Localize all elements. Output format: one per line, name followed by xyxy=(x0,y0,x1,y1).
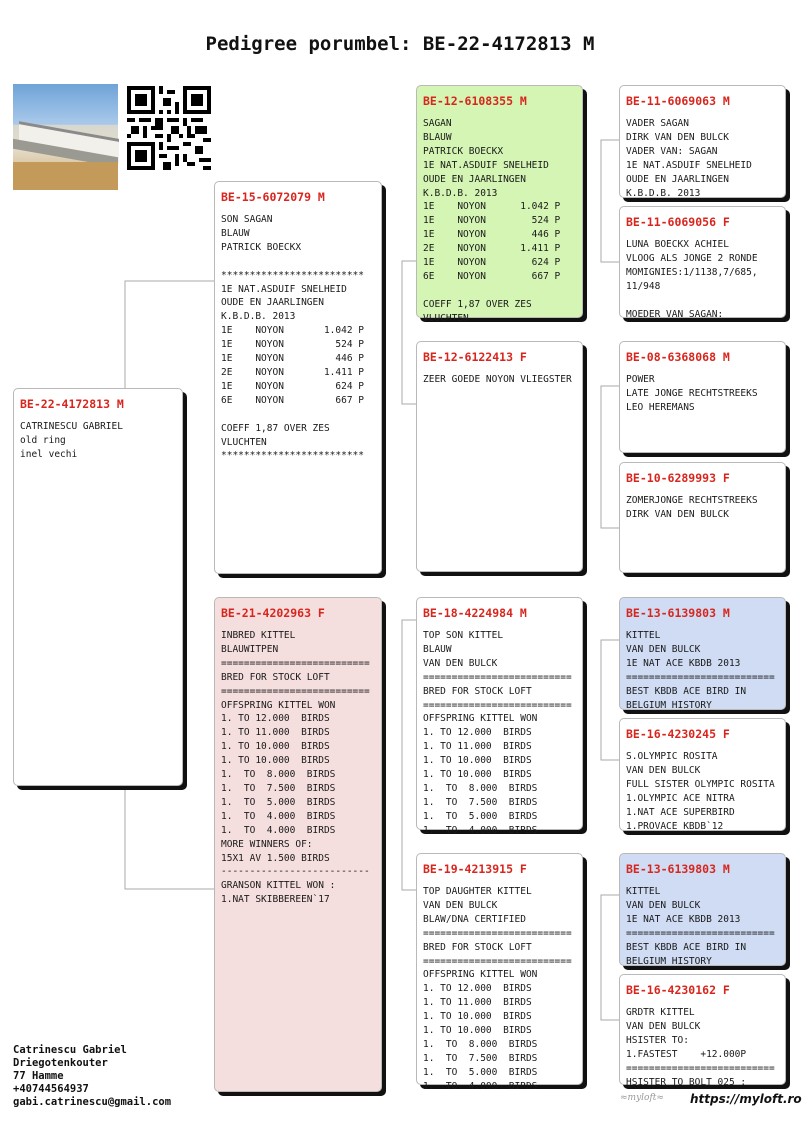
detail-line: DIRK VAN DEN BULCK xyxy=(626,508,729,520)
detail-line: K.B.D.B. 2013 xyxy=(423,187,498,199)
detail-line: TOP SON KITTEL xyxy=(423,630,504,641)
sire-sire-sire-card[interactable] xyxy=(619,85,786,198)
dam-sire-dam-ring-number: BE-16-4230245 F xyxy=(626,727,730,741)
detail-line: OFFSPRING KITTEL WON xyxy=(221,699,336,711)
detail-line: 1E NAT ACE KBDB 2013 xyxy=(626,913,741,925)
detail-line: BRED FOR STOCK LOFT xyxy=(423,685,532,697)
sire-dam-details xyxy=(423,373,582,387)
subject-card[interactable] xyxy=(13,388,183,786)
detail-line: 15X1 AV 1.500 BIRDS xyxy=(221,852,330,864)
sire-dam-dam-ring-number: BE-10-6289993 F xyxy=(626,471,730,485)
sire-dam-sire-card[interactable] xyxy=(619,341,786,453)
detail-line: 1.FASTEST +12.000P xyxy=(626,1048,747,1060)
dam-dam-sire-card[interactable] xyxy=(619,853,786,966)
detail-line: KITTEL xyxy=(626,886,661,897)
detail-line: OUDE EN JAARLINGEN xyxy=(626,173,729,185)
detail-line: ZOMERJONGE RECHTSTREEKS xyxy=(626,495,758,506)
detail-line: 2E NOYON 1.411 P xyxy=(221,366,364,378)
detail-line: LEO HEREMANS xyxy=(626,401,695,413)
detail-line: 1E NOYON 1.042 P xyxy=(423,201,561,213)
detail-line: 1. TO 5.000 BIRDS xyxy=(423,1066,538,1078)
detail-line: 1. TO 8.000 BIRDS xyxy=(221,769,336,781)
detail-line: 1. TO 4.000 BIRDS xyxy=(221,824,336,836)
detail-line: ========================== xyxy=(423,699,572,711)
detail-line: 1E NOYON 1.042 P xyxy=(221,325,364,337)
detail-line: VAN DEN BULCK xyxy=(626,764,701,776)
owner-email[interactable]: gabi.catrinescu@gmail.com xyxy=(13,1096,172,1108)
detail-line: HSISTER TO BOLT 025 : xyxy=(626,1076,747,1088)
detail-line: DIRK VAN DEN BULCK xyxy=(626,131,729,143)
page-title: Pedigree porumbel: BE-22-4172813 M xyxy=(205,33,595,55)
sire-dam-sire-ring-number: BE-08-6368068 M xyxy=(626,350,730,364)
detail-line: GRDTR KITTEL xyxy=(626,1007,695,1018)
dam-ring-number: BE-21-4202963 F xyxy=(221,606,325,620)
detail-line: 1. TO 10.000 BIRDS xyxy=(423,1025,532,1037)
detail-line: 1. TO 12.000 BIRDS xyxy=(221,713,330,725)
detail-line: OFFSPRING KITTEL WON xyxy=(423,713,538,725)
detail-line: PATRICK BOECKX xyxy=(221,241,302,253)
detail-line: 1.NAT SKIBBEREEN`17 xyxy=(221,894,330,906)
sire-sire-sire-ring-number: BE-11-6069063 M xyxy=(626,94,730,108)
detail-line: ========================== xyxy=(626,1062,775,1074)
detail-line: VAN DEN BULCK xyxy=(626,899,701,911)
detail-line: 1E NOYON 624 P xyxy=(423,257,561,269)
detail-line: 1.PROVACE KBDB`12 xyxy=(626,820,724,832)
detail-line: 1. TO 7.500 BIRDS xyxy=(221,782,336,794)
dam-dam-card[interactable] xyxy=(416,853,583,1092)
detail-line: BEST KBDB ACE BIRD IN xyxy=(626,685,747,697)
subject-details xyxy=(20,420,182,462)
detail-line: FULL SISTER OLYMPIC ROSITA xyxy=(626,778,775,790)
sire-dam-sire-details xyxy=(626,373,785,415)
detail-line: VLOOG ALS JONGE 2 RONDE xyxy=(626,252,758,264)
detail-line: KITTEL xyxy=(626,630,661,641)
detail-line: MOEDER VAN SAGAN: xyxy=(626,308,724,320)
sire-sire-sire-details xyxy=(626,117,785,200)
detail-line: 11/948 xyxy=(626,280,661,292)
dam-dam-ring-number: BE-19-4213915 F xyxy=(423,862,527,876)
detail-line: 1. TO 4.000 BIRDS xyxy=(423,824,538,836)
detail-line: MOMIGNIES:1/1138,7/685, xyxy=(626,266,758,278)
dam-card[interactable] xyxy=(214,597,382,1092)
detail-line: BLAUW xyxy=(423,643,452,655)
detail-line: ========================== xyxy=(626,671,775,683)
detail-line: BELGIUM HISTORY xyxy=(626,955,712,967)
dam-sire-dam-details xyxy=(626,750,785,833)
detail-line: COEFF 1,87 OVER ZES xyxy=(423,298,532,310)
detail-line: BLAW/DNA CERTIFIED xyxy=(423,913,526,925)
detail-line: 1. TO 7.500 BIRDS xyxy=(423,796,538,808)
sire-sire-card[interactable] xyxy=(416,85,583,324)
sire-dam-dam-card[interactable] xyxy=(619,462,786,573)
detail-line: 1E NOYON 524 P xyxy=(423,215,561,227)
detail-line: ========================== xyxy=(423,927,572,939)
owner-city: 77 Hamme xyxy=(13,1070,64,1082)
detail-line: ========================== xyxy=(423,955,572,967)
detail-line: inel vechi xyxy=(20,448,78,460)
detail-line: 1. TO 10.000 BIRDS xyxy=(423,1011,532,1023)
detail-line: 1. TO 10.000 BIRDS xyxy=(221,755,330,767)
detail-line: OUDE EN JAARLINGEN xyxy=(221,297,324,309)
detail-line: K.B.D.B. 2013 xyxy=(221,311,296,323)
detail-line: 1E NAT.ASDUIF SNELHEID xyxy=(221,283,347,295)
detail-line: ZEER GOEDE NOYON VLIEGSTER xyxy=(423,374,572,385)
dam-sire-ring-number: BE-18-4224984 M xyxy=(423,606,527,620)
dam-sire-details xyxy=(423,629,582,838)
sire-dam-ring-number: BE-12-6122413 F xyxy=(423,350,527,364)
dam-details xyxy=(221,629,381,907)
detail-line: BRED FOR STOCK LOFT xyxy=(423,941,532,953)
brand-link[interactable]: https://myloft.ro xyxy=(690,1092,802,1106)
detail-line: BRED FOR STOCK LOFT xyxy=(221,671,330,683)
owner-address-line: Driegotenkouter xyxy=(13,1057,108,1069)
dam-dam-dam-card[interactable] xyxy=(619,974,786,1088)
detail-line: INBRED KITTEL xyxy=(221,630,296,641)
detail-line: COEFF 1,87 OVER ZES xyxy=(221,422,330,434)
detail-line: VLUCHTEN xyxy=(423,312,469,324)
detail-line: POWER xyxy=(626,374,655,385)
detail-line: OUDE EN JAARLINGEN xyxy=(423,173,526,185)
detail-line: 1E NOYON 524 P xyxy=(221,339,364,351)
sire-dam-card[interactable] xyxy=(416,341,583,572)
detail-line: 1. TO 4.000 BIRDS xyxy=(221,810,336,822)
sire-sire-ring-number: BE-12-6108355 M xyxy=(423,94,527,108)
detail-line: ========================== xyxy=(221,685,370,697)
detail-line: 1. TO 8.000 BIRDS xyxy=(423,1038,538,1050)
dam-sire-card[interactable] xyxy=(416,597,583,836)
detail-line: 1.OLYMPIC ACE NITRA xyxy=(626,792,735,804)
detail-line: OFFSPRING KITTEL WON xyxy=(423,969,538,981)
detail-line: 1. TO 5.000 BIRDS xyxy=(221,796,336,808)
sire-details xyxy=(221,213,381,463)
detail-line: SON SAGAN xyxy=(221,214,273,225)
detail-line: LATE JONGE RECHTSTREEKS xyxy=(626,387,758,399)
detail-line: ========================== xyxy=(221,657,370,669)
detail-line: 1. TO 8.000 BIRDS xyxy=(423,782,538,794)
detail-line: 1E NAT.ASDUIF SNELHEID xyxy=(423,159,549,171)
dam-sire-sire-ring-number: BE-13-6139803 M xyxy=(626,606,730,620)
dam-dam-sire-details xyxy=(626,885,785,968)
dam-dam-details xyxy=(423,885,582,1094)
detail-line: -------------------------- xyxy=(221,866,370,878)
detail-line xyxy=(221,255,381,269)
detail-line: SAGAN xyxy=(423,118,452,129)
detail-line: S.OLYMPIC ROSITA xyxy=(626,751,718,762)
detail-line: 1. TO 5.000 BIRDS xyxy=(423,810,538,822)
sire-sire-details xyxy=(423,117,582,326)
detail-line: 2E NOYON 1.411 P xyxy=(423,243,561,255)
detail-line: 1. TO 11.000 BIRDS xyxy=(423,741,532,753)
detail-line: 1. TO 12.000 BIRDS xyxy=(423,727,532,739)
detail-line: 1. TO 10.000 BIRDS xyxy=(423,769,532,781)
dam-dam-sire-ring-number: BE-13-6139803 M xyxy=(626,862,730,876)
sire-sire-dam-card[interactable] xyxy=(619,206,786,318)
detail-line: BELGIUM HISTORY xyxy=(626,699,712,711)
sire-ring-number: BE-15-6072079 M xyxy=(221,190,325,204)
myloft-signature-logo: ≈myloft≈ xyxy=(620,1093,664,1103)
owner-contact-block xyxy=(13,1044,171,1109)
detail-line: MORE WINNERS OF: xyxy=(221,838,313,850)
detail-line: CATRINESCU GABRIEL xyxy=(20,421,123,432)
detail-line: 1. TO 11.000 BIRDS xyxy=(423,997,532,1009)
detail-line: 1. TO 4.000 BIRDS xyxy=(423,1080,538,1092)
detail-line: 1. TO 12.000 BIRDS xyxy=(423,983,532,995)
detail-line xyxy=(423,284,582,298)
detail-line: 1E NAT ACE KBDB 2013 xyxy=(626,657,741,669)
sire-dam-dam-details xyxy=(626,494,785,522)
detail-line: 6E NOYON 667 P xyxy=(423,270,561,282)
detail-line: ************************* xyxy=(221,269,364,281)
detail-line: VAN DEN BULCK xyxy=(626,643,701,655)
detail-line: BLAUW xyxy=(221,227,250,239)
detail-line: 1E NAT.ASDUIF SNELHEID xyxy=(626,159,752,171)
detail-line: BLAUWITPEN xyxy=(221,643,279,655)
detail-line: GRANSON KITTEL WON : xyxy=(221,880,336,892)
detail-line: BEST KBDB ACE BIRD IN xyxy=(626,941,747,953)
detail-line: K.B.D.B. 2013 xyxy=(626,187,701,199)
detail-line: 1E NOYON 446 P xyxy=(221,353,364,365)
dam-dam-dam-details xyxy=(626,1006,785,1089)
sire-sire-dam-details xyxy=(626,238,785,321)
dam-sire-sire-details xyxy=(626,629,785,712)
detail-line: VAN DEN BULCK xyxy=(423,899,498,911)
detail-line: 1E NOYON 624 P xyxy=(221,380,364,392)
owner-name: Catrinescu Gabriel xyxy=(13,1044,127,1056)
detail-line: 1.NAT ACE SUPERBIRD xyxy=(626,806,735,818)
dam-sire-dam-card[interactable] xyxy=(619,718,786,831)
owner-phone: +40744564937 xyxy=(13,1083,89,1095)
detail-line: HSISTER TO: xyxy=(626,1034,689,1046)
detail-line: VADER SAGAN xyxy=(626,118,689,129)
dam-dam-dam-ring-number: BE-16-4230162 F xyxy=(626,983,730,997)
detail-line: ========================== xyxy=(423,671,572,683)
detail-line: VAN DEN BULCK xyxy=(423,657,498,669)
detail-line: 1E NOYON 446 P xyxy=(423,229,561,241)
detail-line: VLUCHTEN xyxy=(221,436,267,448)
detail-line: ************************* xyxy=(221,450,364,462)
detail-line: VADER VAN: SAGAN xyxy=(626,145,718,157)
detail-line: 1. TO 10.000 BIRDS xyxy=(221,741,330,753)
detail-line: BLAUW xyxy=(423,131,452,143)
dam-sire-sire-card[interactable] xyxy=(619,597,786,710)
detail-line: PATRICK BOECKX xyxy=(423,145,504,157)
subject-ring-number: BE-22-4172813 M xyxy=(20,397,124,411)
detail-line xyxy=(221,408,381,422)
sire-card[interactable] xyxy=(214,181,382,574)
detail-line xyxy=(626,294,785,308)
detail-line: 6E NOYON 667 P xyxy=(221,394,364,406)
detail-line: ========================== xyxy=(626,927,775,939)
detail-line: VAN DEN BULCK xyxy=(626,1020,701,1032)
detail-line: old ring xyxy=(20,434,66,446)
detail-line: 1. TO 7.500 BIRDS xyxy=(423,1052,538,1064)
sire-sire-dam-ring-number: BE-11-6069056 F xyxy=(626,215,730,229)
detail-line: 1. TO 11.000 BIRDS xyxy=(221,727,330,739)
detail-line: 1. TO 10.000 BIRDS xyxy=(423,755,532,767)
detail-line: TOP DAUGHTER KITTEL xyxy=(423,886,532,897)
detail-line: LUNA BOECKX ACHIEL xyxy=(626,239,729,250)
